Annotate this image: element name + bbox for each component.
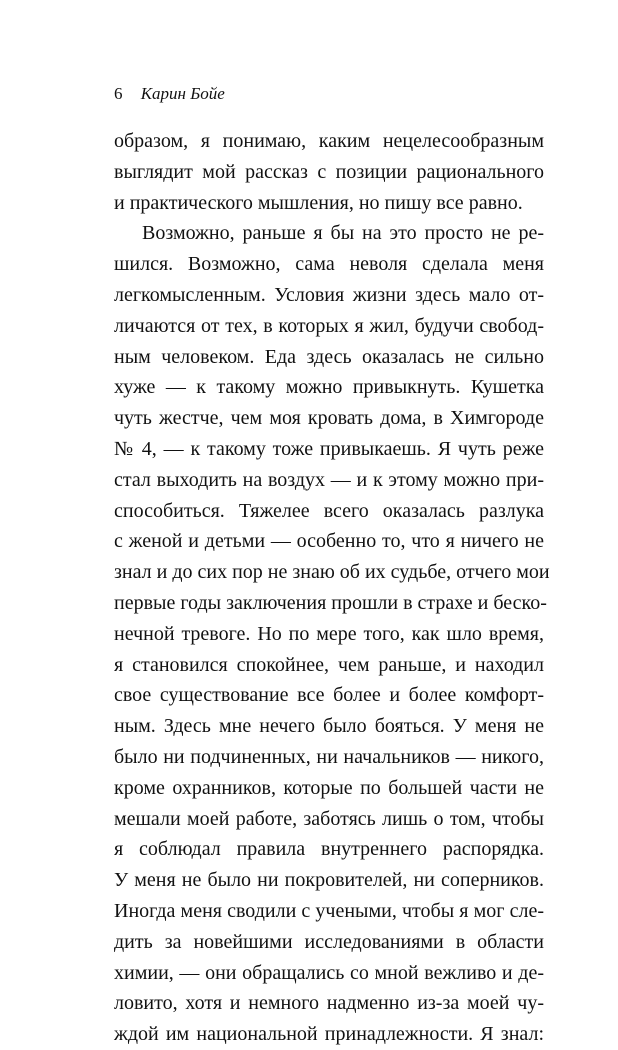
text-line: ловито, хотя и немного надменно из-за моей чу- [114, 992, 544, 1015]
body-text [114, 126, 550, 1050]
text-line: выглядит мой рассказ с позиции рационального [114, 160, 544, 183]
text-line: хуже — к такому можно привыкнуть. Кушетка [114, 376, 544, 399]
running-header [114, 84, 225, 104]
text-line: ным человеком. Еда здесь оказалась не сильно [114, 345, 544, 368]
paragraph-start-line: Возможно, раньше я бы на это просто не ре- [142, 222, 544, 245]
text-line: мешали моей работе, заботясь лишь о том, чтобы [114, 807, 544, 830]
text-line: образом, я понимаю, каким нецелесообразным [114, 130, 544, 152]
text-line: легкомысленным. Условия жизни здесь мало от- [114, 283, 544, 306]
text-line: и практического мышления, но пишу все равно. [114, 191, 523, 214]
text-line: шился. Возможно, сама неволя сделала меня [114, 253, 544, 276]
text-line: личаются от тех, в которых я жил, будучи свобод- [114, 314, 544, 337]
text-line: первые годы заключения прошли в страхе и беско- [114, 591, 547, 614]
text-line: было ни подчиненных, ни начальников — никого, [114, 745, 544, 768]
text-line: знал и до сих пор не знаю об их судьбе, отчего мои [114, 561, 550, 584]
page-number: 6 [114, 84, 123, 103]
text-line: чуть жестче, чем моя кровать дома, в Химгороде [114, 407, 544, 430]
text-line: ждой им национальной принадлежности. Я знал: [114, 1023, 544, 1046]
text-line: стал выходить на воздух — и к этому можно при- [114, 468, 544, 491]
text-line: нечной тревоге. Но по мере того, как шло время, [114, 622, 544, 645]
text-line: У меня не было ни покровителей, ни соперников. [114, 869, 544, 892]
text-line: № 4, — к такому тоже привыкаешь. Я чуть реже [114, 437, 544, 460]
text-line: дить за новейшими исследованиями в области [114, 930, 544, 953]
text-line: я соблюдал правила внутреннего распорядка. [114, 838, 544, 861]
text-line: кроме охранников, которые по большей части не [114, 776, 544, 799]
text-line: свое существование все более и более комфорт- [114, 684, 544, 707]
running-header-author: Карин Бойе [140, 84, 225, 103]
text-line: Иногда меня сводили с учеными, чтобы я мог сле- [114, 899, 544, 922]
text-line: химии, — они обращались со мной вежливо и де- [114, 961, 544, 984]
text-line: я становился спокойнее, чем раньше, и находил [114, 653, 544, 676]
text-line: ным. Здесь мне нечего было бояться. У меня не [114, 715, 544, 738]
text-line: с женой и детьми — особенно то, что я ничего не [114, 530, 544, 553]
text-line: способиться. Тяжелее всего оказалась разлука [114, 499, 544, 522]
